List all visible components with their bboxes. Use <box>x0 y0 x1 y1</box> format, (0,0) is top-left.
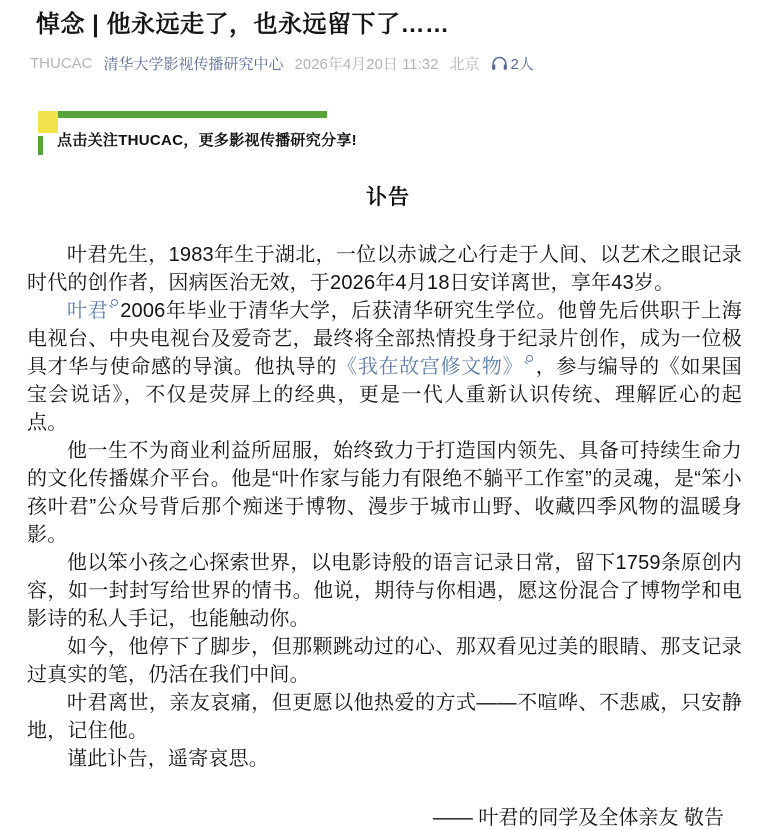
publish-location: 北京 <box>449 56 480 74</box>
article-paragraph <box>27 549 742 633</box>
text-run: 他以笨小孩之心探索世界，以电影诗般的语言记录日常，留下1759条原创内容，如一封封写给世界的情书。他说，期待与你相遇，愿这份混合了博物学和电影诗的私人手记，也能触动你。 <box>27 552 742 631</box>
text-run: 叶君离世，亲友哀痛，但更愿以他热爱的方式——不喧哗、不悲戚，只安静地，记住他。 <box>27 692 742 743</box>
article-paragraph <box>27 297 742 437</box>
article-paragraph <box>27 241 742 297</box>
account-name-link[interactable]: 清华大学影视传播研究中心 <box>103 56 284 74</box>
article-paragraph <box>27 437 742 549</box>
search-sup-icon[interactable] <box>109 299 118 310</box>
text-run: 叶君先生，1983年生于湖北，一位以赤诚之心行走于人间、以艺术之眼记录时代的创作者，因病医治无效，于2026年4月18日安详离世，享年43岁。 <box>27 244 742 295</box>
follow-banner <box>38 111 776 155</box>
listen-count: 2人 <box>510 56 534 74</box>
article-paragraph <box>27 633 742 689</box>
article-title: 悼念 | 他永远走了，也永远留下了…… <box>36 11 450 38</box>
article-body <box>0 241 776 773</box>
signature-line: —— 叶君的同学及全体亲友 敬告 <box>432 807 724 830</box>
account-id: THUCAC <box>30 55 93 73</box>
publish-datetime: 2026年4月20日 11:32 <box>294 56 439 74</box>
inline-link[interactable]: 叶君 <box>67 300 109 323</box>
article-paragraph <box>27 689 742 745</box>
headphones-icon <box>491 56 508 71</box>
obituary-heading: 讣告 <box>366 186 410 210</box>
banner-yellow-square <box>38 111 58 133</box>
search-sup-icon[interactable] <box>524 355 533 366</box>
text-run: 2006年毕业于清华大学，后获清华研究生学位。他曾先后供职于上海电视台、中央电视台及爱奇艺，最终将全部热情投身于纪录片创作，成为一位极具才华与使命感的导演。他执导的 <box>27 300 742 379</box>
article-paragraph <box>27 745 742 773</box>
text-run: 如今，他停下了脚步，但那颗跳动过的心、那双看见过美的眼睛、那支记录过真实的笔，仍活在我们中间。 <box>27 636 742 687</box>
text-run: 谨此讣告，遥寄哀思。 <box>67 748 269 771</box>
byline <box>30 53 746 74</box>
banner-vertical-bar <box>38 136 43 155</box>
inline-link[interactable]: 《我在故宫修文物》 <box>337 356 524 379</box>
listen-count-button[interactable] <box>491 53 534 74</box>
banner-horizontal-bar <box>58 111 327 118</box>
follow-banner-text[interactable]: 点击关注THUCAC，更多影视传播研究分享! <box>57 132 357 150</box>
text-run: ，参与编导的《如果国宝会说话》，不仅是荧屏上的经典，更是一代人重新认识传统、理解匠心的起点。 <box>27 356 743 435</box>
text-run: 他一生不为商业利益所屈服，始终致力于打造国内领先、具备可持续生命力的文化传播媒介平台。他是“叶作家与能力有限绝不躺平工作室”的灵魂，是“笨小孩叶君”公众号背后那个痴迷于博物、漫步于城市山野、收藏四季风物的温暖身影。 <box>27 440 742 547</box>
